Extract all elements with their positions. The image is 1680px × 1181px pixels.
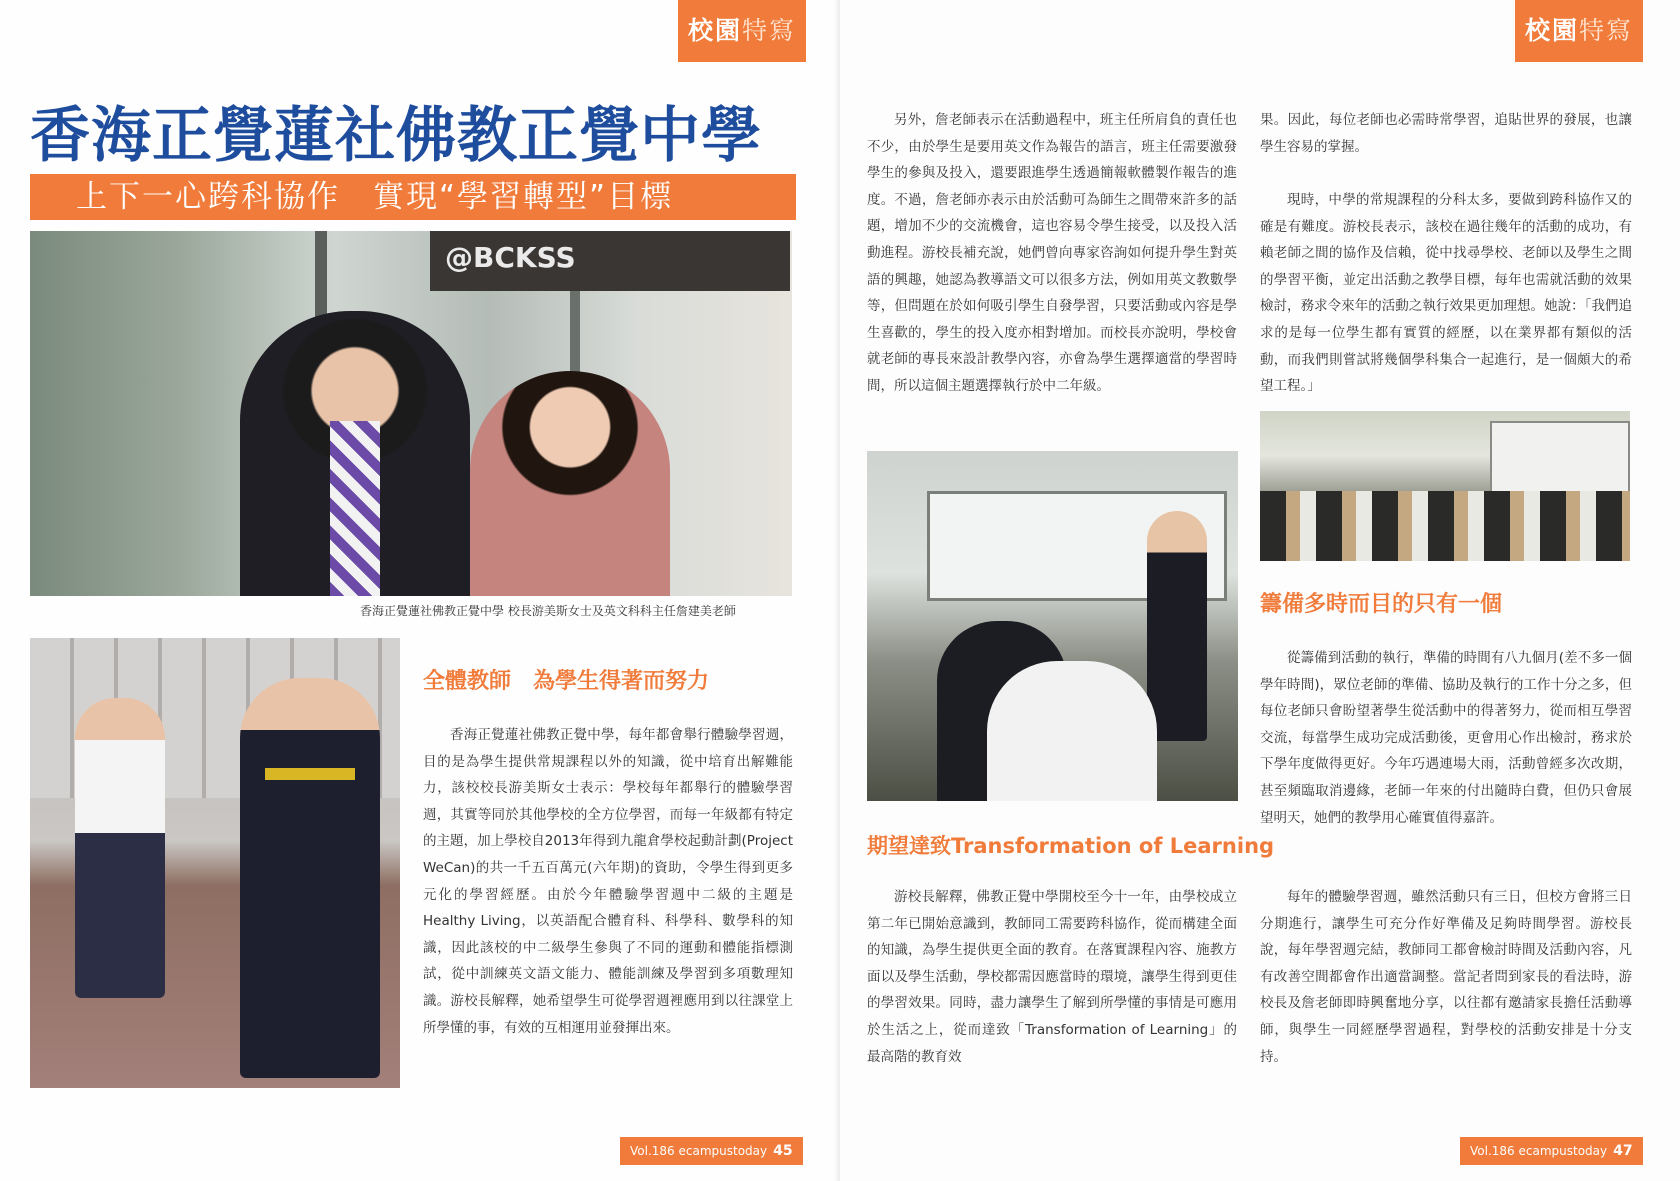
paragraph-cross-subject: 現時，中學的常規課程的分科太多，要做到跨科協作又的確是有難度。游校長表示，該校在過往幾年的活動的成功，有賴老師之間的協作及信賴，從中找尋學校、老師以及學生之間的學習平衡，並定出活動之教學目標，每年也需就活動的效果檢討，務求令來年的活動之執行效果更加理想。她說：「我們追求的是每一位學生都有實質的經歷，以在業界都有類似的活動，而我們則嘗試將幾個學科集合一起進行，是一個頗大的希望工程。」 — [1260, 192, 1632, 395]
heading-transformation: 期望達致Transformation of Learning — [867, 834, 1275, 858]
paragraph-parents: 每年的體驗學習週，雖然活動只有三日，但校方會將三日分期進行，讓學生可充分作好準備及足夠時間學習。游校長說，每年學習週完結，教師同工都會檢討時間及活動內容，凡有改善空間都會作出適當調整。當記者問到家長的看法時，游校長及詹老師即時興奮地分享，以往都有邀請家長擔任活動導師，與學生一同經歷學習過程，對學校的活動安排是十分支持。 — [1260, 889, 1632, 1065]
folio-text: Vol.186 ecampustoday — [630, 1144, 768, 1158]
page-footer-left — [620, 1137, 803, 1165]
photo-caption: 香海正覺蓮社佛教正覺中學 校長游美斯女士及英文科科主任詹建美老師 — [360, 604, 736, 618]
teacher-figure — [1147, 511, 1207, 741]
heading-preparation: 籌備多時而目的只有一個 — [1260, 592, 1503, 617]
school-sign: @BCKSS — [445, 241, 576, 274]
person-principal — [240, 311, 470, 596]
classroom-photo — [867, 451, 1238, 801]
students-desks — [1260, 491, 1630, 561]
section-tab-part1: 校園 — [688, 16, 743, 45]
section-tab-right — [1515, 0, 1643, 62]
paragraph-intro: 香海正覺蓮社佛教正覺中學，每年都會舉行體驗學習週，目的是為學生提供常規課程以外的知識，從中培育出解難能力，該校校長游美斯女士表示：學校每年都舉行的體驗學習週，其實等同於其他學校的全方位學習，而每一年級都有特定的主題，加上學校自2013年得到九龍倉學校起動計劃(Project WeCan)的共一千五百萬元(六年期)的資助，令學生得到更多元化的學習經歷。由於今年體驗學習週中二級的主題是Healthy Living，以英語配合體育科、科學科、數學科的知識，因此該校的中二級學生參與了不同的運動和體能指標測試，從中訓練英文語文能力、體能訓練及學習到多項數理知識。游校長解釋，她希望學生可從學習週裡應用到以往課堂上所學懂的事，有效的互相運用並發揮出來。 — [423, 727, 793, 1036]
paragraph-continuation: 果。因此，每位老師也必需時常學習，追貼世界的發展，也讓學生容易的掌握。 — [1260, 112, 1632, 155]
jacket-stripe — [265, 768, 355, 780]
student-runner — [240, 678, 380, 1078]
article-subtitle: 上下一心跨科協作 實現“學習轉型”目標 — [30, 174, 796, 220]
page-number: 45 — [773, 1143, 793, 1159]
folio-text: Vol.186 ecampustoday — [1470, 1144, 1608, 1158]
page-number: 47 — [1613, 1143, 1633, 1159]
principal-teacher-photo — [30, 231, 792, 596]
section-tab-part1: 校園 — [1525, 16, 1580, 45]
section-tab-part2: 特寫 — [742, 16, 797, 45]
right-page — [840, 0, 1680, 1181]
student-figure — [987, 661, 1157, 801]
page-footer-right — [1460, 1137, 1643, 1165]
heading-teachers: 全體教師 為學生得著而努力 — [423, 669, 710, 694]
paragraph-transformation: 游校長解釋，佛教正覺中學開校至今十一年，由學校成立第二年已開始意識到，教師同工需要跨科協作，從而構建全面的知識，為學生提供更全面的教育。在落實課程內容、施教方面以及學生活動，學校都需因應當時的環境，讓學生得到更佳的學習效果。同時，盡力讓學生了解到所學懂的事情是可應用於生活之上，從而達致「Transformation of Learning」的最高階的教育效 — [867, 889, 1237, 1065]
article-title: 香海正覺蓮社佛教正覺中學 — [30, 101, 762, 171]
whiteboard — [1490, 421, 1630, 501]
section-tab-left — [678, 0, 806, 62]
classroom-photo-2 — [1260, 411, 1630, 561]
scarf — [330, 421, 380, 596]
paragraph-preparation: 從籌備到活動的執行，準備的時間有八九個月(差不多一個學年時間)，眾位老師的準備、協助及執行的工作十分之多，但每位老師只會盼望著學生從活動中的得著努力，從而相互學習交流，每當學生成功完成活動後，更會用心作出檢討，務求於下學年度做得更好。今年巧遇連場大雨，活動曾經多次改期，甚至頻臨取消邊緣，老師一年來的付出隨時白費，但仍只會展望明天，她們的教學用心確實值得嘉許。 — [1260, 650, 1632, 826]
paragraph-teacher-role: 另外，詹老師表示在活動過程中，班主任所肩負的責任也不少，由於學生是要用英文作為報告的語言，班主任需要激發學生的參與及投入，還要跟進學生透過簡報軟體製作報告的進度。不過，詹老師亦表示由於活動可為師生之間帶來許多的話題，增加不少的交流機會，這也容易令學生接受，以及投入活動進程。游校長補充說，她們曾向專家咨詢如何提升學生對英語的興趣，她認為教導語文可以很多方法，例如用英文教數學等，但問題在於如何吸引學生自發學習，只要活動或內容是學生喜歡的，學生的投入度亦相對增加。而校長亦說明，學校會就老師的專長來設計教學內容，亦會為學生選擇適當的學習時間，所以這個主題選擇執行於中二年級。 — [867, 112, 1237, 394]
student-runner — [75, 698, 165, 998]
person-teacher — [470, 371, 670, 596]
students-running-photo — [30, 638, 400, 1088]
section-tab-part2: 特寫 — [1579, 16, 1634, 45]
